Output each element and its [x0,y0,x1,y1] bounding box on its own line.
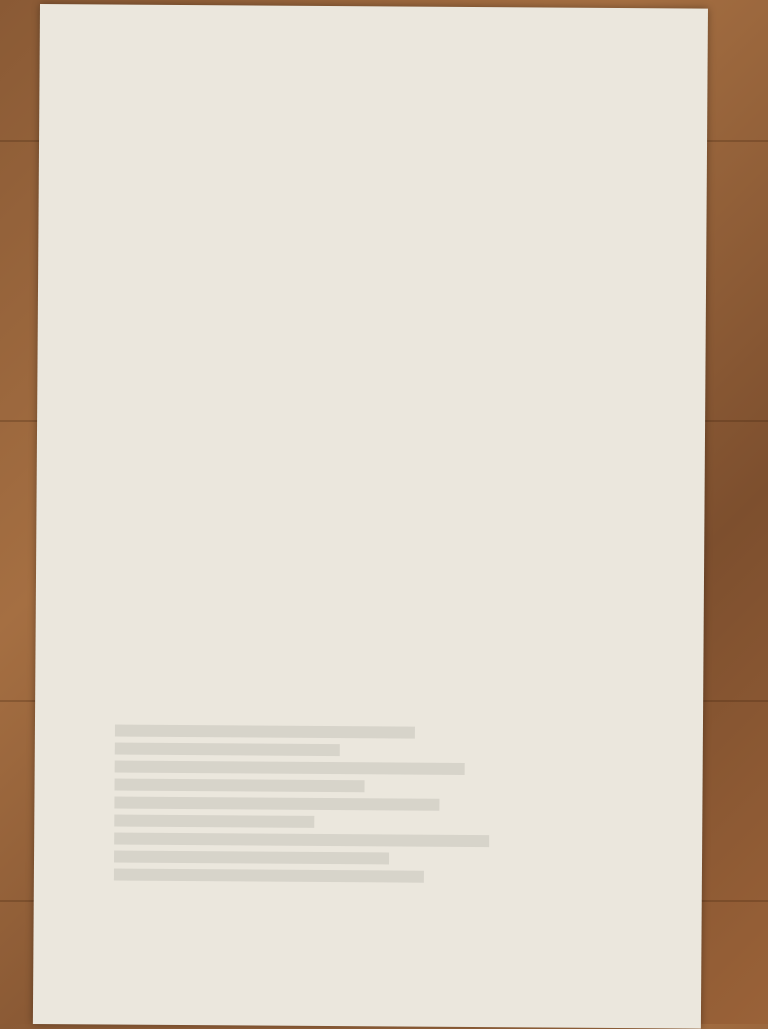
table-of-contents [95,94,605,98]
schedules-list [40,4,708,9]
bleed-through-text [114,725,615,938]
document-page [33,4,708,1029]
